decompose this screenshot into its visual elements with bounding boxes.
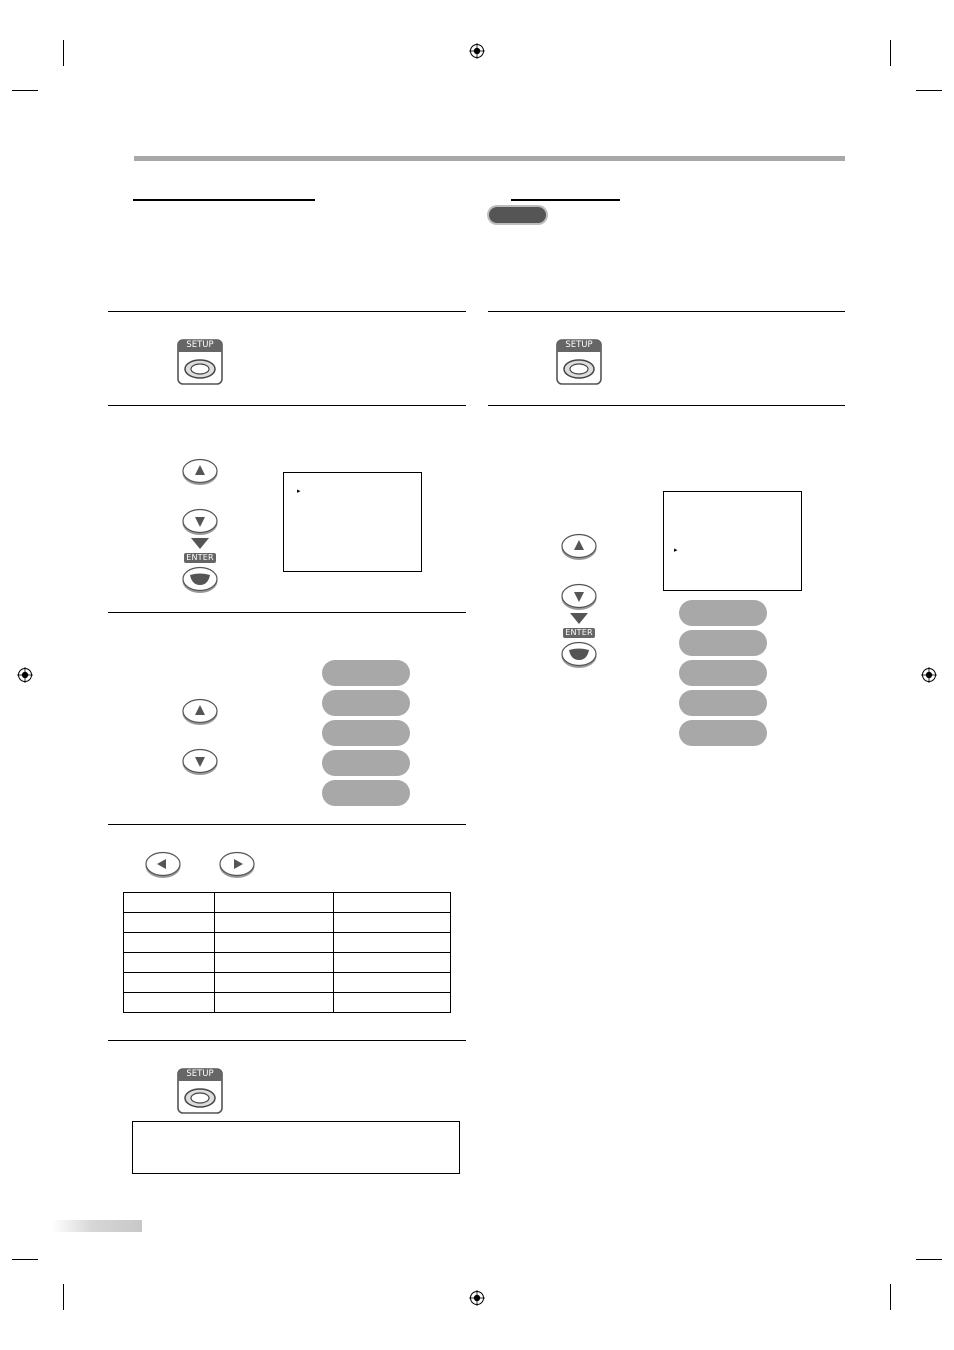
setup-button[interactable] (556, 339, 602, 385)
table-row (124, 933, 451, 953)
step-arrow-icon (191, 538, 209, 549)
registration-mark-icon (469, 43, 485, 59)
step-divider (108, 824, 466, 825)
menu-option[interactable] (322, 780, 410, 806)
step-divider (108, 405, 466, 406)
step-divider (108, 311, 466, 312)
menu-option[interactable] (679, 720, 767, 746)
up-arrow-button-icon[interactable] (560, 533, 598, 561)
menu-option[interactable] (322, 750, 410, 776)
crop-mark (890, 40, 891, 66)
setup-button-label: SETUP (565, 340, 593, 350)
disc-type-badge (489, 207, 546, 223)
header-bar (134, 156, 845, 161)
menu-option[interactable] (679, 690, 767, 716)
table-row (124, 993, 451, 1013)
menu-option[interactable] (679, 660, 767, 686)
menu-option[interactable] (322, 720, 410, 746)
up-arrow-button-icon[interactable] (181, 698, 219, 726)
enter-button-icon[interactable] (560, 641, 598, 669)
up-arrow-button-icon[interactable] (181, 458, 219, 486)
page-number-tab (52, 1220, 142, 1232)
down-arrow-button-icon[interactable] (181, 508, 219, 536)
right-arrow-button-icon[interactable] (218, 851, 256, 879)
crop-mark (63, 1284, 64, 1310)
registration-mark-icon (469, 1290, 485, 1306)
setup-button-label: SETUP (186, 340, 214, 350)
crop-mark (12, 1259, 38, 1260)
right-section-title-underline (511, 199, 620, 201)
left-section-title-underline (133, 199, 315, 201)
step-divider (108, 1040, 466, 1041)
enter-button-icon[interactable] (181, 566, 219, 594)
setup-button[interactable] (177, 1068, 223, 1114)
left-arrow-button-icon[interactable] (144, 851, 182, 879)
step-arrow-icon (570, 613, 588, 624)
step-divider (488, 405, 845, 406)
menu-option[interactable] (322, 690, 410, 716)
menu-option[interactable] (679, 630, 767, 656)
crop-mark (916, 1259, 942, 1260)
note-box (132, 1121, 460, 1174)
setup-menu-screen (663, 491, 802, 591)
down-arrow-button-icon[interactable] (560, 583, 598, 611)
settings-table (123, 892, 451, 1013)
table-row (124, 973, 451, 993)
setup-menu-screen (283, 472, 422, 572)
crop-mark (12, 90, 38, 91)
registration-mark-icon (921, 667, 937, 683)
table-row (124, 953, 451, 973)
table-row (124, 893, 451, 913)
enter-label: ENTER (563, 628, 595, 638)
enter-label: ENTER (184, 553, 216, 563)
registration-mark-icon (17, 667, 33, 683)
crop-mark (890, 1284, 891, 1310)
setup-button[interactable] (177, 339, 223, 385)
menu-cursor-icon: ▸ (674, 546, 678, 554)
menu-cursor-icon: ▸ (297, 487, 301, 495)
step-divider (108, 612, 466, 613)
table-row (124, 913, 451, 933)
menu-option[interactable] (322, 660, 410, 686)
step-divider (488, 311, 845, 312)
crop-mark (916, 90, 942, 91)
menu-option[interactable] (679, 600, 767, 626)
setup-button-label: SETUP (186, 1069, 214, 1079)
down-arrow-button-icon[interactable] (181, 748, 219, 776)
crop-mark (63, 40, 64, 66)
